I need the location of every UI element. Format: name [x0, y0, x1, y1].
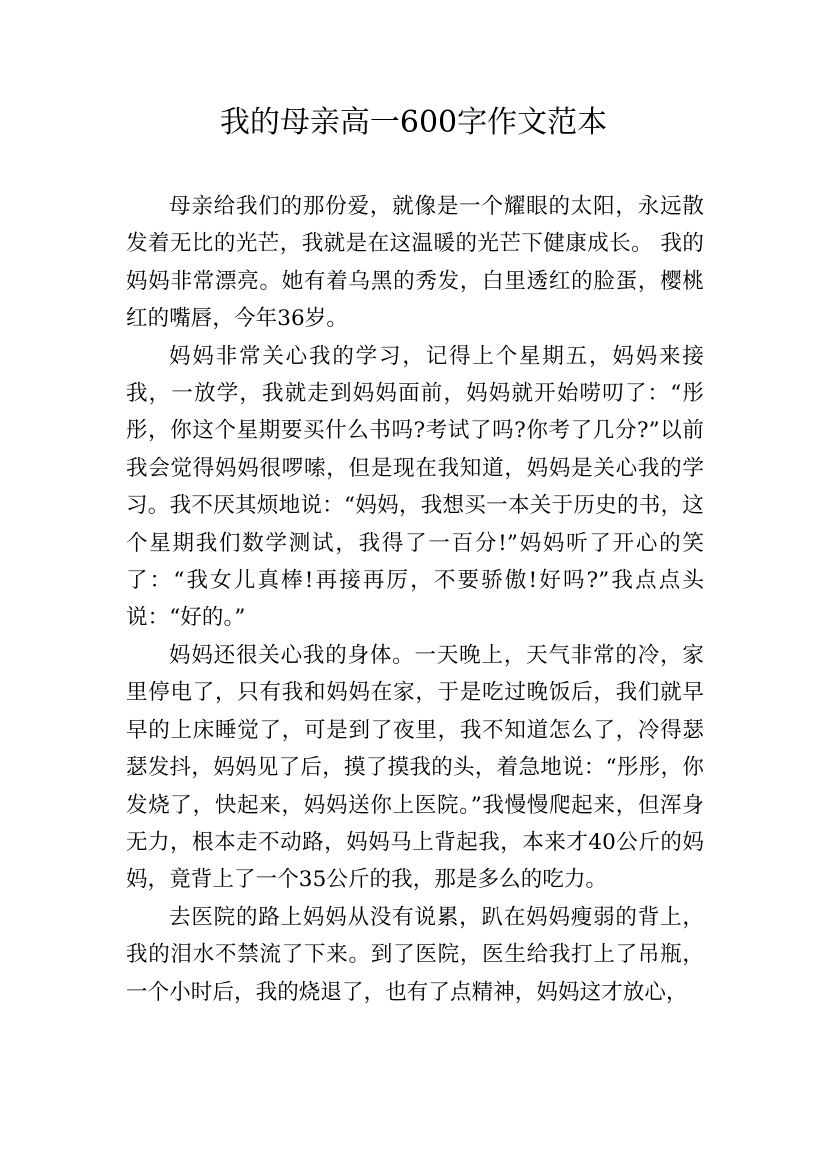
document-title: 我的母亲高一600字作文范本 [219, 105, 608, 140]
paragraph-1: 母亲给我们的那份爱，就像是一个耀眼的太阳，永远散发着无比的光芒，我就是在这温暖的光芒下健康成长。 我的妈妈非常漂亮。她有着乌黑的秀发，白里透红的脸蛋，樱桃红的嘴唇，今年36岁。 [126, 194, 704, 332]
paragraph-4: 去医院的路上妈妈从没有说累，趴在妈妈瘦弱的背上，我的泪水不禁流了下来。到了医院，医生给我打上了吊瓶，一个小时后，我的烧退了，也有了点精神，妈妈这才放心， [126, 904, 704, 1005]
paragraph-2: 妈妈非常关心我的学习，记得上个星期五，妈妈来接我，一放学，我就走到妈妈面前，妈妈就开始唠叨了：“彤彤，你这个星期要买什么书吗?考试了吗?你考了几分?”以前我会觉得妈妈很啰嗦，但是现在我知道，妈妈是关心我的学习。我不厌其烦地说：“妈妈，我想买一本关于历史的书，这个星期我们数学测试，我得了一百分!”妈妈听了开心的笑了：“我女儿真棒!再接再厉，不要骄傲!好吗?”我点点头说：“好的。” [126, 343, 704, 631]
paragraph-3: 妈妈还很关心我的身体。一天晚上，天气非常的冷，家里停电了，只有我和妈妈在家，于是吃过晚饭后，我们就早早的上床睡觉了，可是到了夜里，我不知道怎么了，冷得瑟瑟发抖，妈妈见了后，摸了摸我的头，着急地说：“彤彤，你发烧了，快起来，妈妈送你上医院。”我慢慢爬起来，但浑身无力，根本走不动路，妈妈马上背起我，本来才40公斤的妈妈，竟背上了一个35公斤的我，那是多么的吃力。 [126, 642, 704, 893]
document-body [126, 188, 704, 1011]
